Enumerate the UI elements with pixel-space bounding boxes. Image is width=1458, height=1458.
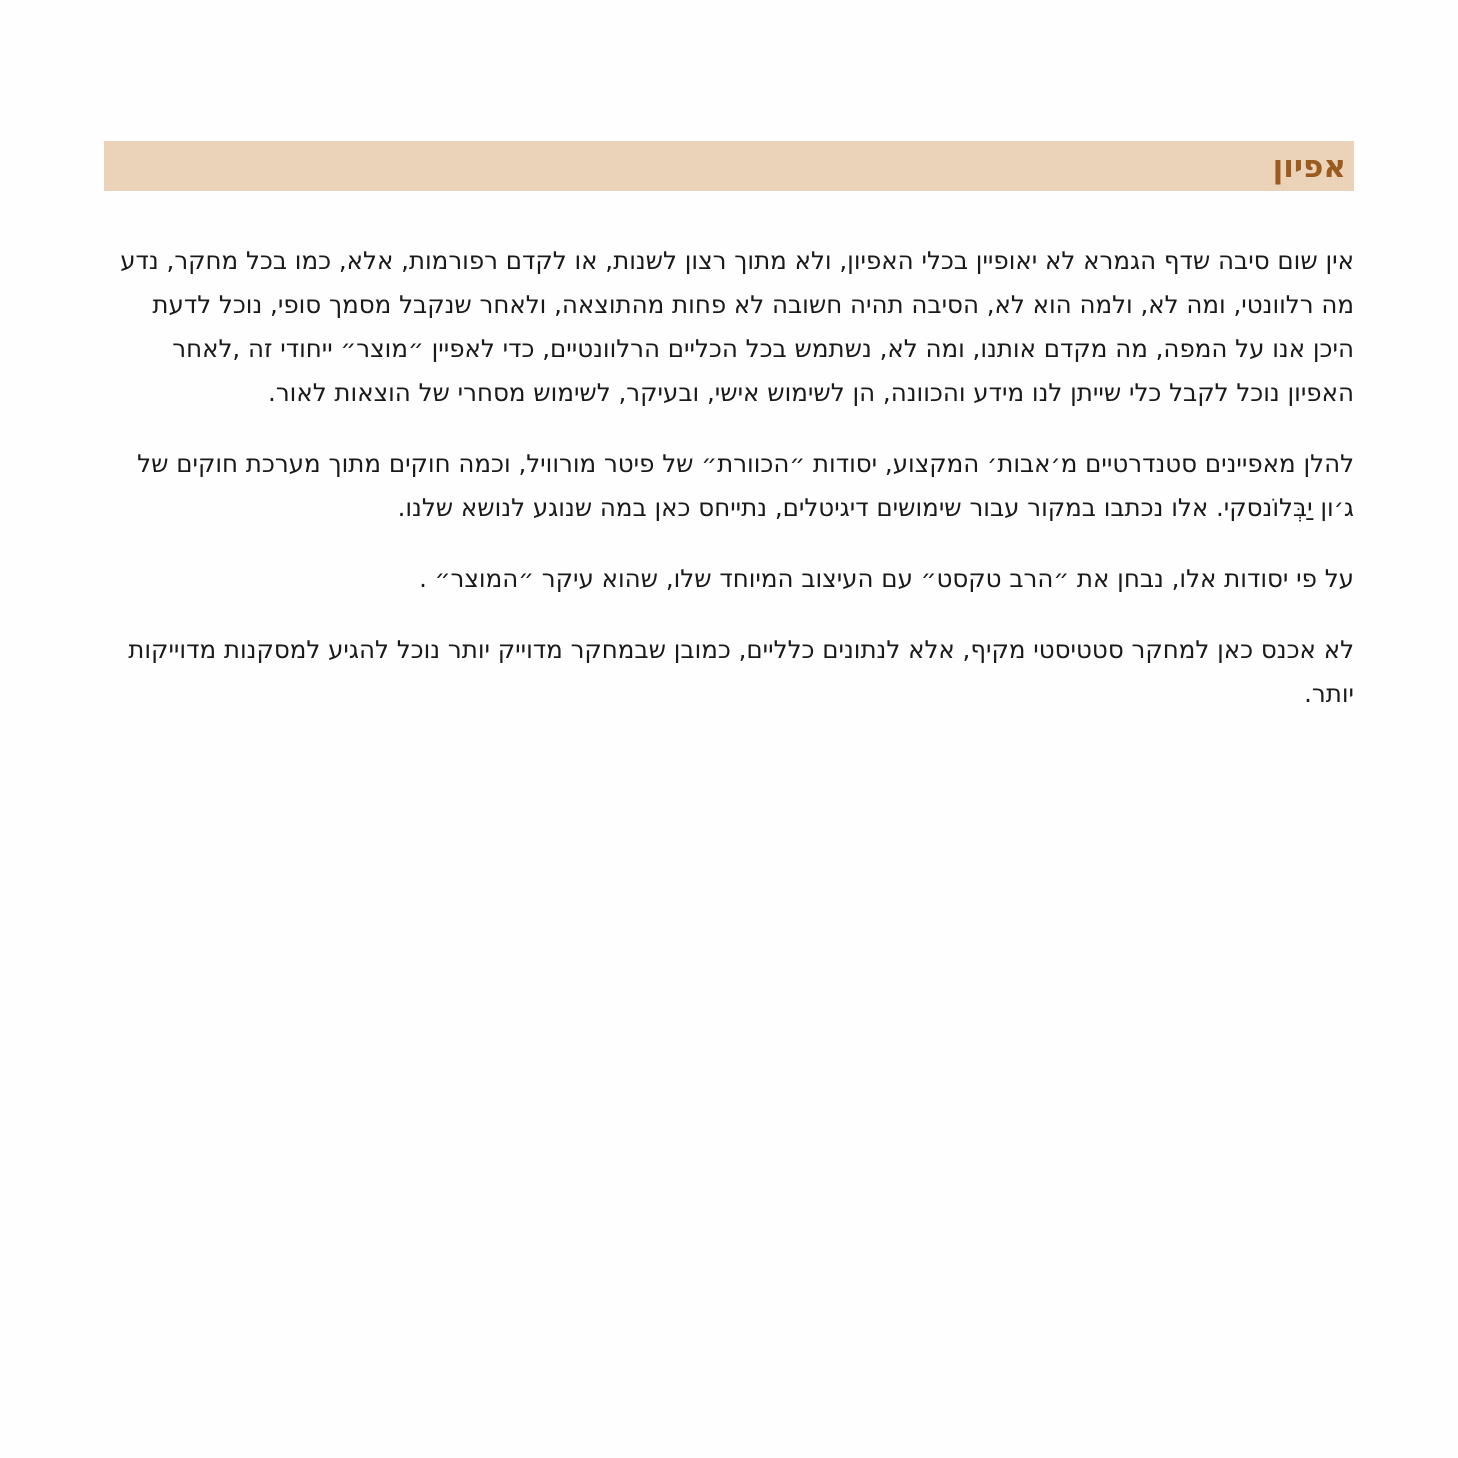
paragraph-scope: לא אכנס כאן למחקר סטטיסטי מקיף, אלא לנתונים כלליים, כמובן שבמחקר מדוייק יותר נוכל להגיע למסקנות מדוייקות יותר. — [128, 635, 1354, 708]
section-title: אפיון — [1272, 149, 1346, 185]
document-page — [104, 141, 1354, 743]
paragraph-method: על פי יסודות אלו, נבחן את ״הרב טקסט״ עם העיצוב המיוחד שלו, שהוא עיקר ״המוצר״ . — [419, 564, 1354, 593]
paragraph-intro: אין שום סיבה שדף הגמרא לא יאופיין בכלי האפיון, ולא מתוך רצון לשנות, או לקדם רפורמות, אלא, כמו בכל מחקר, נדע מה רלוונטי, ומה לא, ולמה הוא לא, הסיבה תהיה חשובה לא פחות מהתוצאה, ולאחר שנקבל מסמך סופי, נוכל לדעת היכן אנו על המפה, מה מקדם אותנו, ומה לא, נשתמש בכל הכליים הרלוונטיים, כדי לאפיין ״מוצר״ ייחודי זה ,לאחר האפיון נוכל לקבל כלי שייתן לנו מידע והכוונה, הן לשימוש אישי, ובעיקר, לשימוש מסחרי של הוצאות לאור. — [120, 246, 1354, 407]
document-body — [104, 239, 1354, 716]
paragraph-sources: להלן מאפיינים סטנדרטיים מ׳אבות׳ המקצוע, יסודות ״הכוורת״ של פיטר מורוויל, וכמה חוקים מתוך מערכת חוקים של ג׳ון יַבְּלוֹנסקי. אלו נכתבו במקור עבור שימושים דיגיטלים, נתייחס כאן במה שנוגע לנושא שלנו. — [137, 449, 1354, 522]
section-header-bar — [104, 141, 1354, 191]
